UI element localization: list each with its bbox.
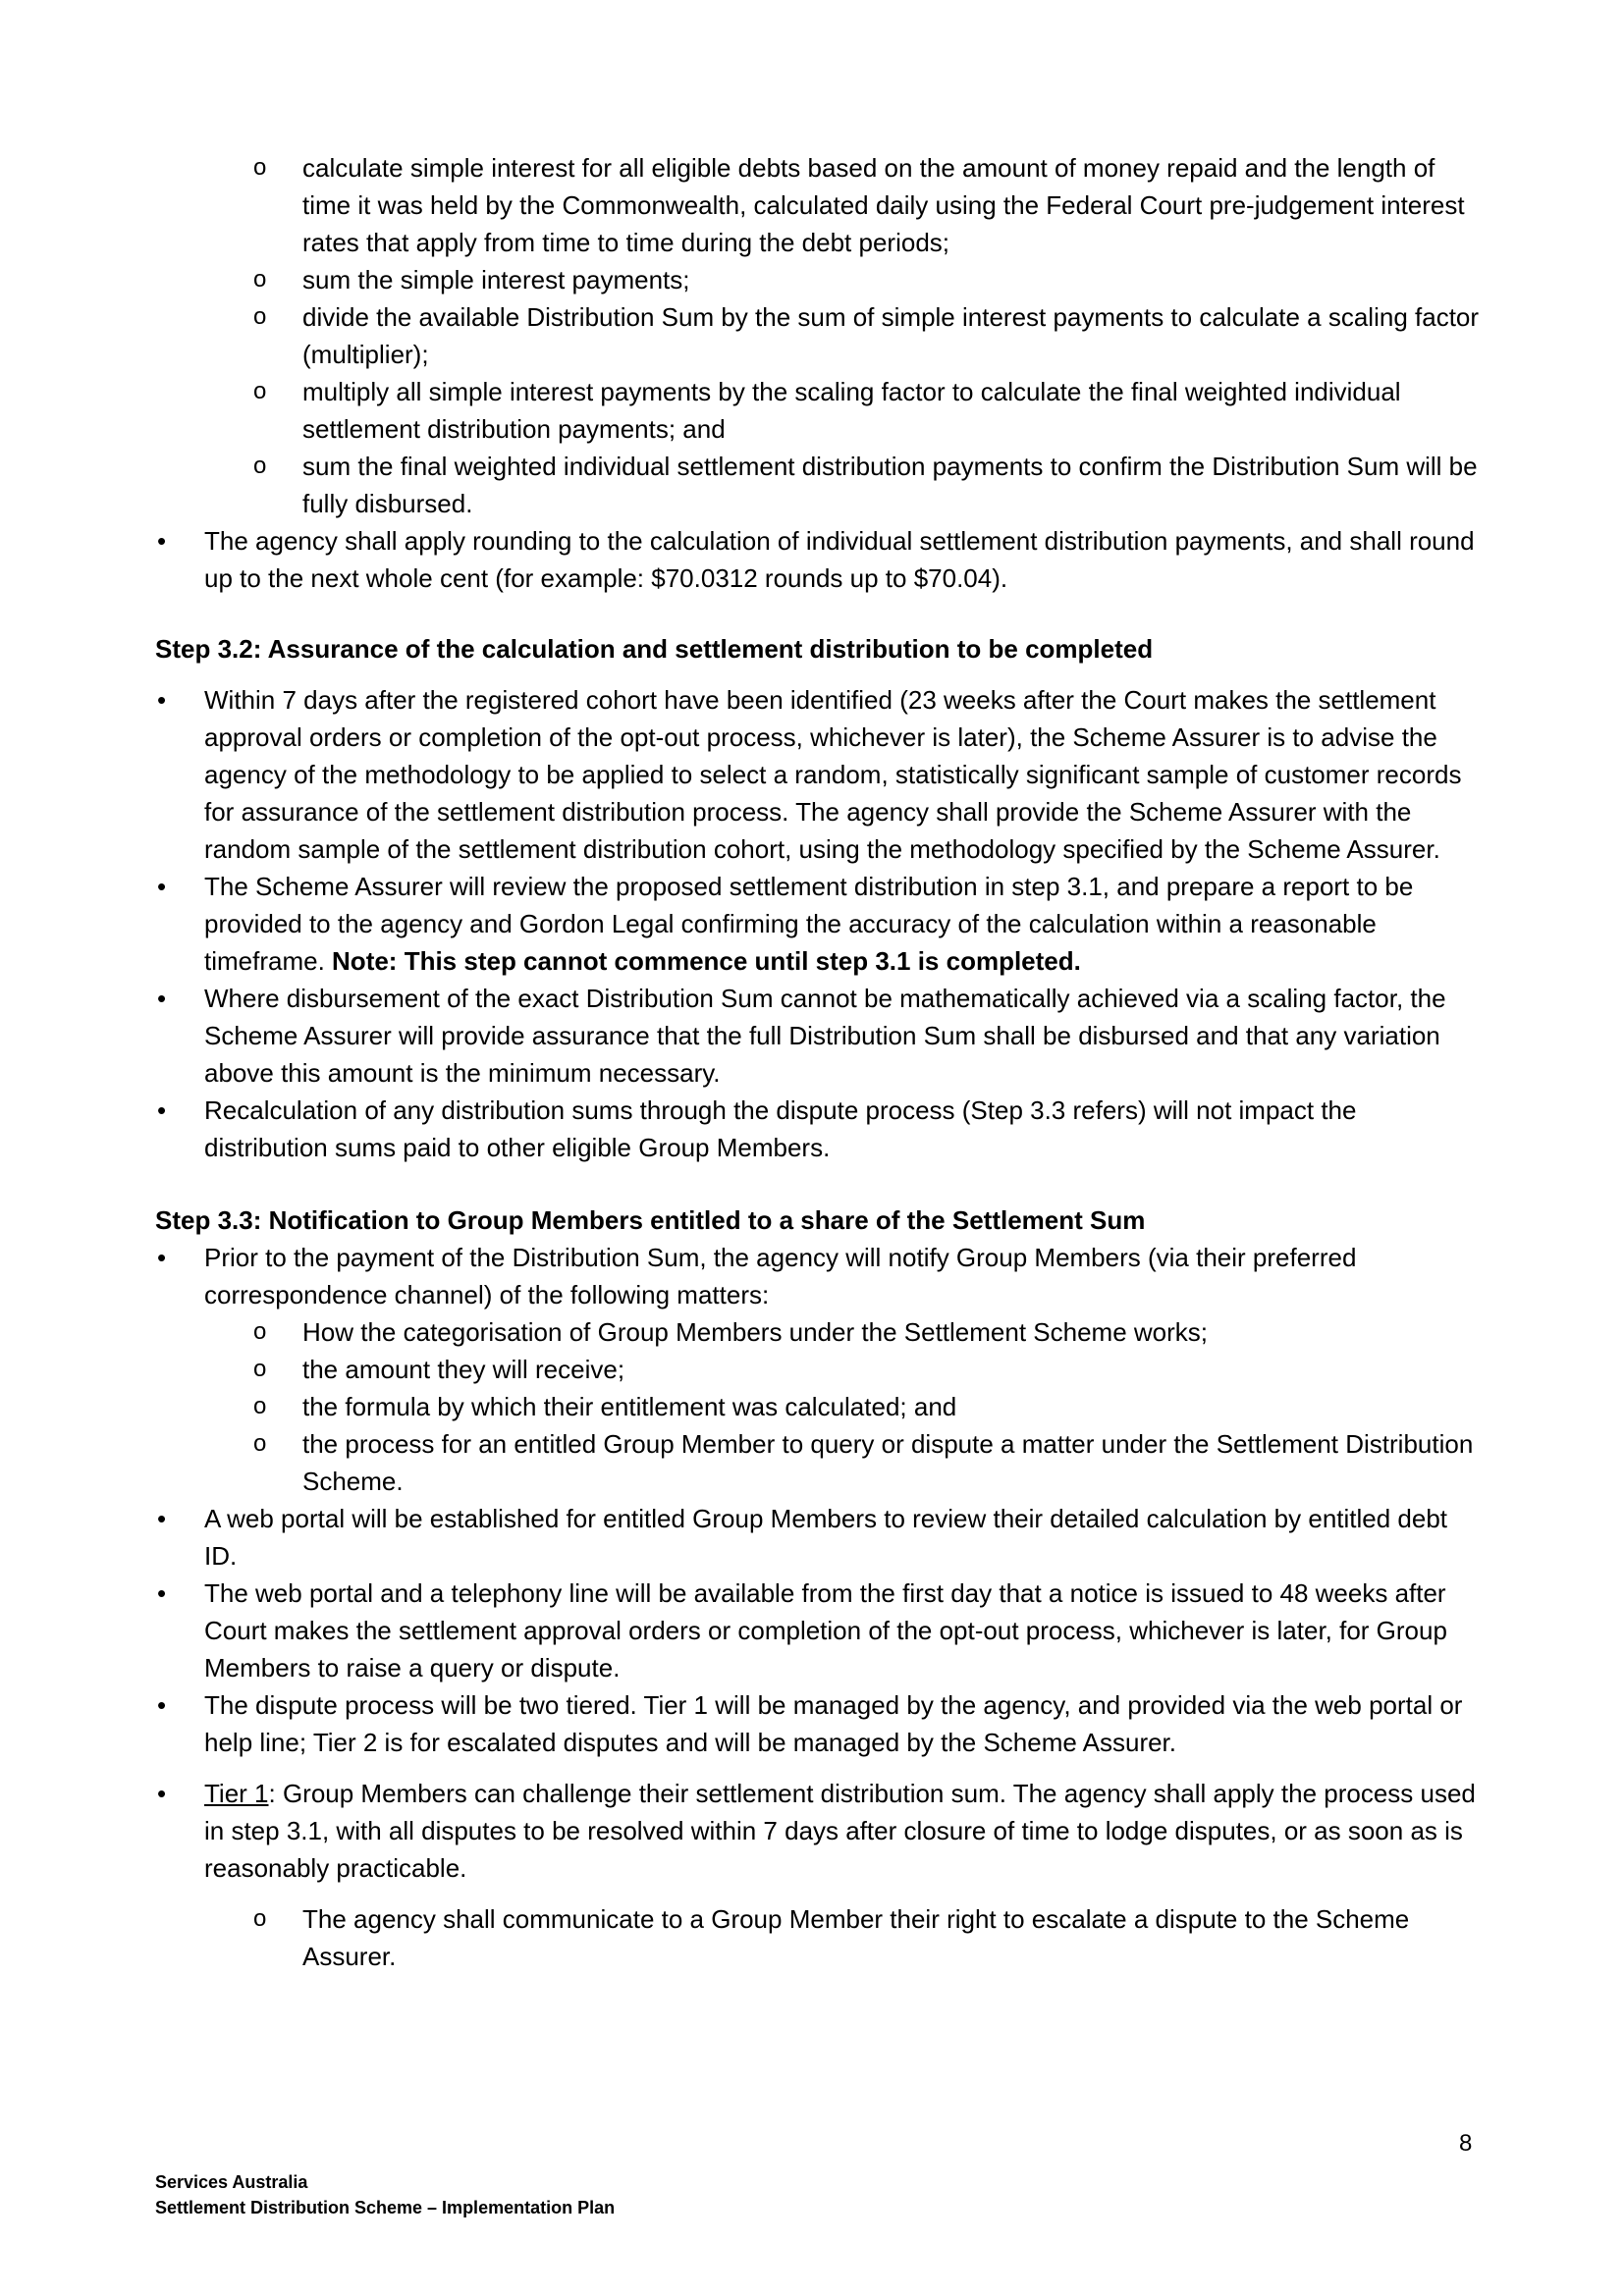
step-3-2-list	[155, 681, 1481, 1166]
list-item	[155, 868, 1481, 980]
page-number: 8	[1459, 2130, 1473, 2157]
footer-org: Services Australia	[155, 2172, 308, 2192]
footer-doc-title: Settlement Distribution Scheme – Implementation Plan	[155, 2198, 616, 2217]
step-3-3-list	[155, 1239, 1481, 1313]
list-item: o How the categorisation of Group Members under the Settlement Scheme works;	[155, 1313, 1481, 1351]
list-item: • The web portal and a telephony line will be available from the first day that a notice is issued to 48 weeks after Court makes the settlement approval orders or completion of the opt-out process, whichever is later, for Group Members to raise a query or dispute.	[155, 1575, 1481, 1686]
bullet-text: : Group Members can challenge their settlement distribution sum. The agency shall apply the process used in step 3.1, with all disputes to be resolved within 7 days after closure of time to lodge disputes, or as soon as is reasonably practicable.	[204, 1779, 1476, 1883]
list-item: o multiply all simple interest payments by the scaling factor to calculate the final weighted individual settlement distribution payments; and	[155, 373, 1481, 448]
tier-1-label: Tier 1	[204, 1779, 269, 1808]
list-item: • Recalculation of any distribution sums through the dispute process (Step 3.3 refers) will not impact the distribution sums paid to other eligible Group Members.	[155, 1092, 1481, 1166]
footer	[155, 2169, 615, 2220]
rounding-list	[155, 522, 1481, 597]
bullet-text: The Scheme Assurer will review the proposed settlement distribution in step 3.1, and prepare a report to be provided to the agency and Gordon Legal confirming the accuracy of the calculation within a reasonable timeframe.	[204, 872, 1414, 976]
list-item	[155, 1775, 1481, 1887]
note-text: Note: This step cannot commence until step 3.1 is completed.	[332, 946, 1081, 976]
step-3-3-list-cont	[155, 1500, 1481, 1887]
tier-1-sub-list	[155, 1900, 1481, 1975]
list-item: o sum the final weighted individual settlement distribution payments to confirm the Distribution Sum will be fully disbursed.	[155, 448, 1481, 522]
list-item: o The agency shall communicate to a Group Member their right to escalate a dispute to the Scheme Assurer.	[155, 1900, 1481, 1975]
list-item: • Prior to the payment of the Distribution Sum, the agency will notify Group Members (via their preferred correspondence channel) of the following matters:	[155, 1239, 1481, 1313]
step-3-3-sub-list	[155, 1313, 1481, 1500]
list-item: o divide the available Distribution Sum by the sum of simple interest payments to calculate a scaling factor (multiplier);	[155, 298, 1481, 373]
list-item: o the amount they will receive;	[155, 1351, 1481, 1388]
step-3-3-heading: Step 3.3: Notification to Group Members entitled to a share of the Settlement Sum	[155, 1205, 1146, 1235]
list-item: • A web portal will be established for entitled Group Members to review their detailed calculation by entitled debt ID.	[155, 1500, 1481, 1575]
step-3-2-heading: Step 3.2: Assurance of the calculation and settlement distribution to be completed	[155, 634, 1154, 664]
list-item: o the formula by which their entitlement was calculated; and	[155, 1388, 1481, 1425]
rounding-bullet: • The agency shall apply rounding to the calculation of individual settlement distribution payments, and shall round up to the next whole cent (for example: $70.0312 rounds up to $70.04).	[155, 522, 1481, 597]
list-item: • The dispute process will be two tiered. Tier 1 will be managed by the agency, and provided via the web portal or help line; Tier 2 is for escalated disputes and will be managed by the Scheme Assurer.	[155, 1686, 1481, 1761]
list-item: • Within 7 days after the registered cohort have been identified (23 weeks after the Court makes the settlement approval orders or completion of the opt-out process, whichever is later), the Scheme Assurer is to advise the agency of the methodology to be applied to select a random, statistically significant sample of customer records for assurance of the settlement distribution process. The agency shall provide the Scheme Assurer with the random sample of the settlement distribution cohort, using the methodology specified by the Scheme Assurer.	[155, 681, 1481, 868]
list-item: o sum the simple interest payments;	[155, 261, 1481, 298]
list-item: o calculate simple interest for all eligible debts based on the amount of money repaid and the length of time it was held by the Commonwealth, calculated daily using the Federal Court pre-judgement interest rates that apply from time to time during the debt periods;	[155, 149, 1481, 261]
list-item: o the process for an entitled Group Member to query or dispute a matter under the Settlement Distribution Scheme.	[155, 1425, 1481, 1500]
page-content	[155, 149, 1481, 1975]
list-item: • Where disbursement of the exact Distribution Sum cannot be mathematically achieved via a scaling factor, the Scheme Assurer will provide assurance that the full Distribution Sum shall be disbursed and that any variation above this amount is the minimum necessary.	[155, 980, 1481, 1092]
top-sub-list	[155, 149, 1481, 522]
